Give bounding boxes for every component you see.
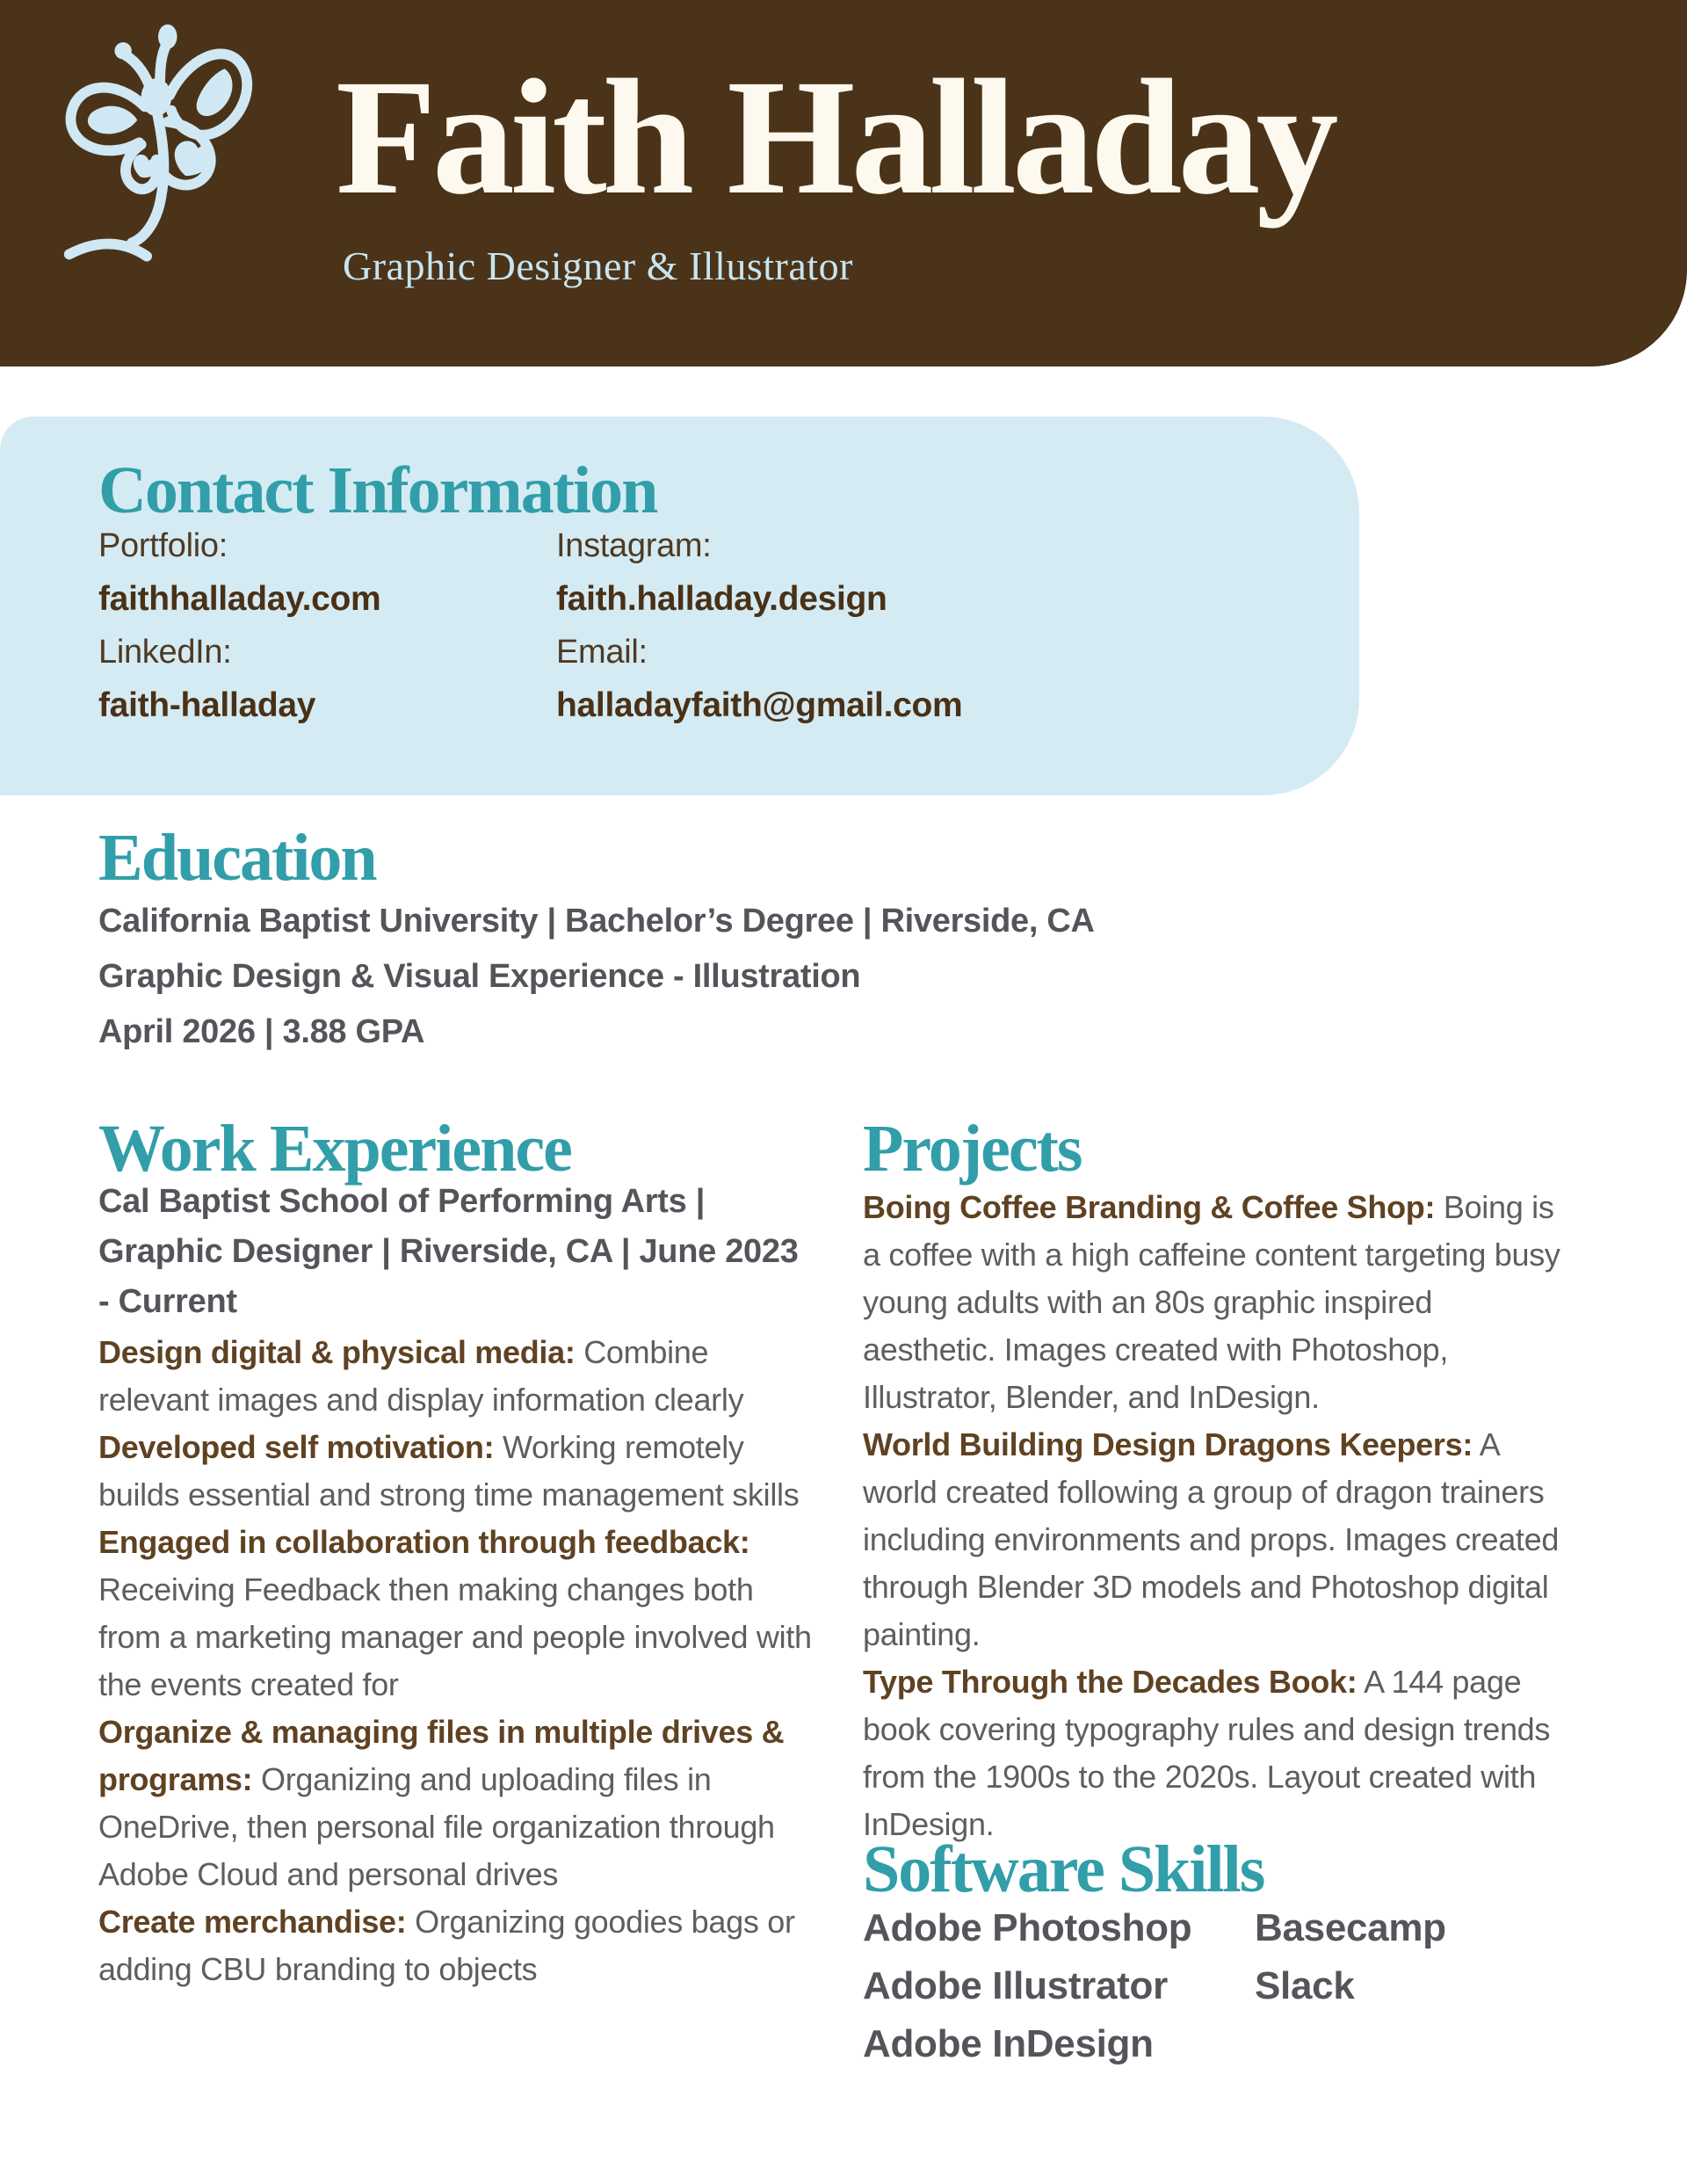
software-skills-list [863, 1899, 1566, 2073]
projects-heading: Projects [863, 1112, 1082, 1186]
work-bullet-lead: Developed self motivation: [98, 1429, 495, 1465]
work-experience-heading: Work Experience [98, 1112, 571, 1186]
software-skills-heading: Software Skills [863, 1832, 1264, 1906]
project-text: A 144 page book covering typography rules and design trends from the 1900s to the 2020s. Layout created with InDesign. [863, 1664, 1551, 1842]
skill-item: Slack [1255, 1964, 1355, 2007]
skill-item: Adobe Photoshop [863, 1906, 1192, 1949]
education-date-gpa-line: April 2026 | 3.88 GPA [98, 1013, 425, 1050]
project-lead: Type Through the Decades Book: [863, 1664, 1358, 1700]
skills-column-left [863, 1899, 1255, 2073]
contact-value-instagram: faith.halladay.design [556, 580, 887, 618]
work-bullet-lead: Create merchandise: [98, 1904, 407, 1940]
project-item [863, 1421, 1566, 1658]
education-section [98, 821, 1592, 1060]
work-bullet-text: Receiving Feedback then making changes both from a marketing manager and people involved with the events created for [98, 1571, 812, 1702]
work-bullet-text: Working remotely builds essential and strong time management skills [98, 1429, 800, 1513]
project-text: A world created following a group of dragon trainers including environments and props. Images created through Blender 3D models and Photoshop digital painting. [863, 1426, 1560, 1652]
work-experience-section [98, 1112, 812, 1993]
contact-column-right [556, 519, 962, 732]
work-bullet [98, 1424, 812, 1519]
project-item [863, 1184, 1566, 1421]
skills-column-right [1255, 1899, 1446, 2073]
person-name: Faith Halladay [336, 45, 1335, 229]
contact-value-linkedin: faith-halladay [98, 686, 316, 724]
work-bullet-lead: Engaged in collaboration through feedback: [98, 1524, 750, 1560]
contact-value-email: halladayfaith@gmail.com [556, 686, 963, 724]
work-bullet [98, 1709, 812, 1898]
contact-label-portfolio: Portfolio: [98, 527, 228, 564]
work-bullet-lead: Design digital & physical media: [98, 1334, 576, 1370]
skill-item: Adobe InDesign [863, 2022, 1154, 2065]
skill-item: Basecamp [1255, 1906, 1446, 1949]
project-lead: World Building Design Dragons Keepers: [863, 1426, 1473, 1462]
education-details [98, 894, 1592, 1060]
projects-section [863, 1112, 1566, 2073]
contact-value-portfolio: faithhalladay.com [98, 580, 381, 618]
education-major-line: Graphic Design & Visual Experience - Illustration [98, 958, 861, 995]
work-bullets [98, 1329, 812, 1993]
job-title: Cal Baptist School of Performing Arts | Graphic Designer | Riverside, CA | June 2023 - Current [98, 1183, 799, 1320]
education-school-line: California Baptist University | Bachelor’s Degree | Riverside, CA [98, 903, 1095, 940]
contact-column-left [98, 519, 380, 732]
person-job-title: Graphic Designer & Illustrator [343, 243, 853, 288]
work-bullet [98, 1898, 812, 1993]
butterfly-logo-icon [48, 16, 268, 262]
contact-section [0, 417, 1359, 795]
contact-heading: Contact Information [98, 453, 657, 527]
work-bullet [98, 1519, 812, 1709]
contact-label-linkedin: LinkedIn: [98, 634, 232, 671]
contact-label-instagram: Instagram: [556, 527, 712, 564]
project-lead: Boing Coffee Branding & Coffee Shop: [863, 1189, 1436, 1225]
project-text: Boing is a coffee with a high caffeine content targeting busy young adults with an 80s graphic inspired aesthetic. Images created with Photoshop, Illustrator, Blender, and InDesign. [863, 1189, 1560, 1415]
project-item [863, 1658, 1566, 1848]
header-banner [0, 0, 1687, 366]
work-bullet-lead: Organize & managing files in multiple drives & programs: [98, 1714, 785, 1797]
work-bullet-text: Combine relevant images and display information clearly [98, 1334, 744, 1418]
work-bullet-text: Organizing and uploading files in OneDrive, then personal file organization through Adobe Cloud and personal drives [98, 1761, 775, 1892]
work-bullet [98, 1329, 812, 1424]
contact-label-email: Email: [556, 634, 648, 671]
education-heading: Education [98, 821, 376, 895]
skill-item: Adobe Illustrator [863, 1964, 1168, 2007]
work-bullet-text: Organizing goodies bags or adding CBU branding to objects [98, 1904, 795, 1987]
